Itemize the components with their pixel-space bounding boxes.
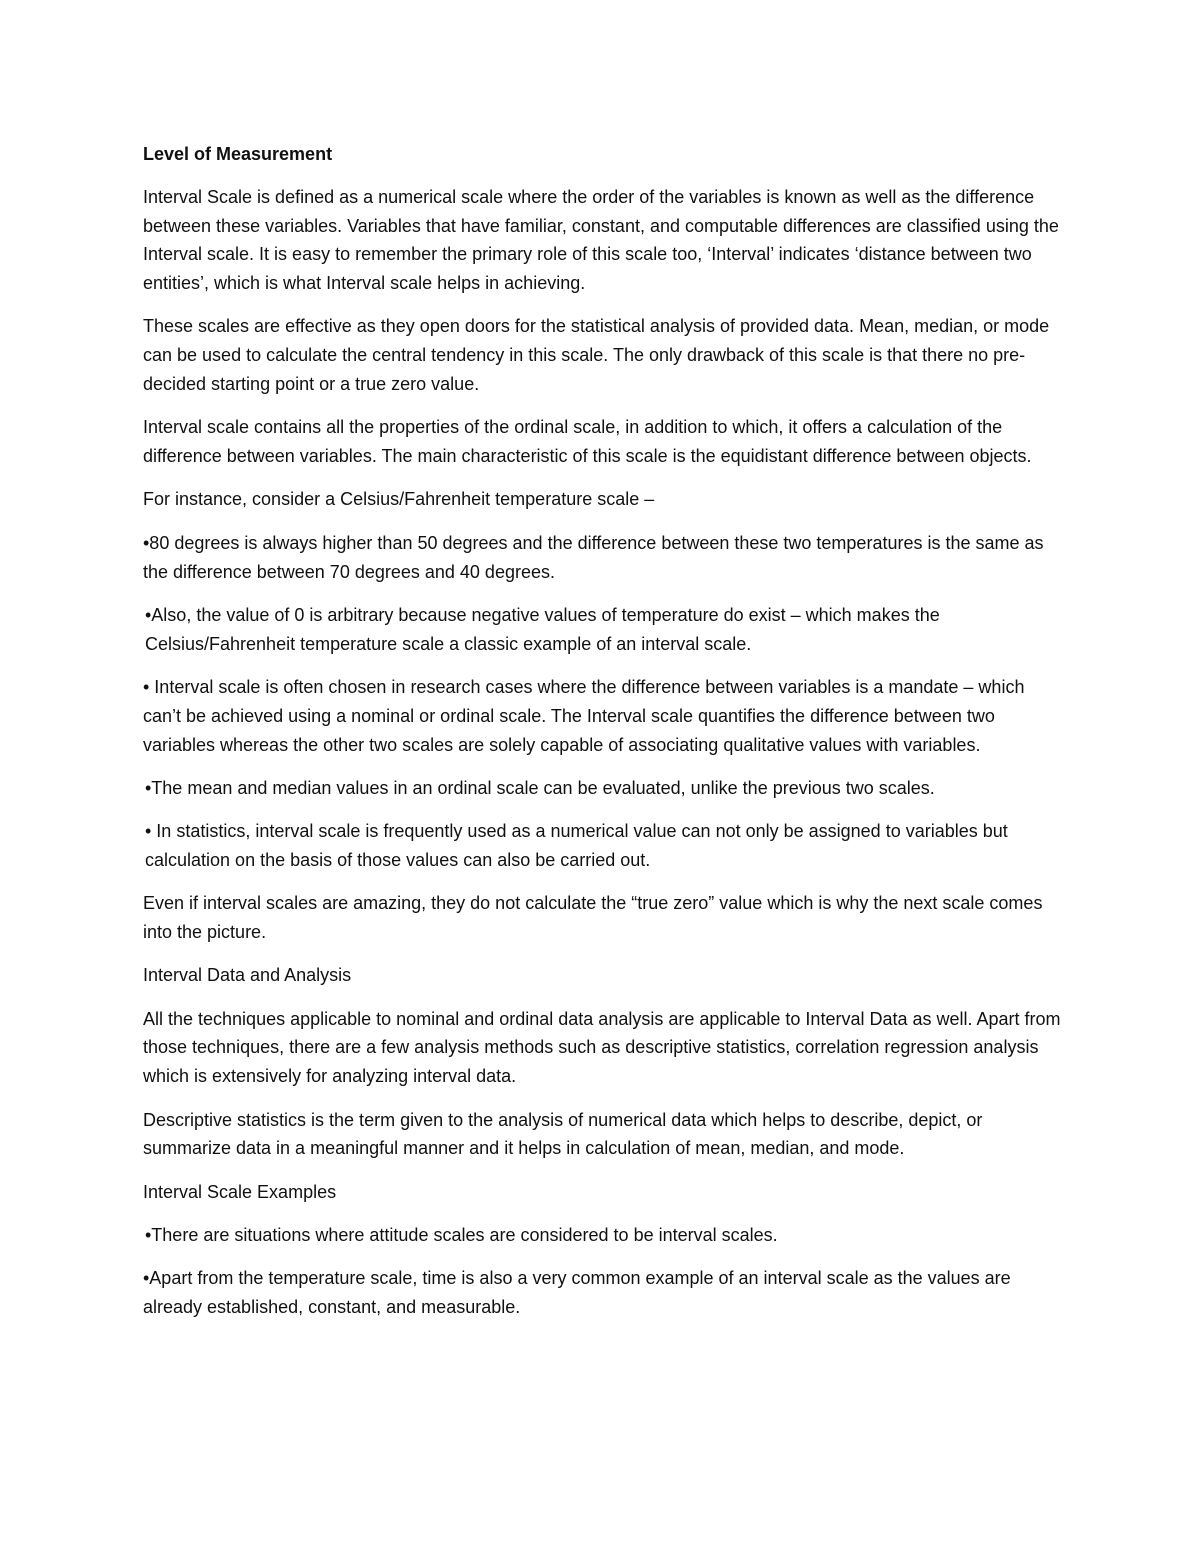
bullet-attitude-scales: •There are situations where attitude scales are considered to be interval scales. [145, 1224, 778, 1245]
bullet-temperature-difference: •80 degrees is always higher than 50 degrees and the difference between these two temperatures is the same as the difference between 70 degrees and 40 degrees. [143, 532, 1044, 582]
paragraph-interval-definition: Interval Scale is defined as a numerical scale where the order of the variables is known as well as the difference between these variables. Variables that have familiar, constant, and computable differences are classified using the Interval scale. It is easy to remember the primary role of this scale too, ‘Interval’ indicates ‘distance between two entities’, which is what Interval scale helps in achieving. [143, 186, 1059, 294]
section-title-data-analysis: Interval Data and Analysis [143, 965, 352, 986]
bullet-arbitrary-zero: •Also, the value of 0 is arbitrary because negative values of temperature do exist – which makes the Celsius/Fahrenheit temperature scale a classic example of an interval scale. [145, 604, 940, 654]
paragraph-analysis-techniques: All the techniques applicable to nominal and ordinal data analysis are applicable to Interval Data as well. Apart from those techniques, there are a few analysis methods such as descriptive statistics, correlation regression analysis which is extensively for analyzing interval data. [143, 1008, 1061, 1087]
paragraph-statistical-analysis: These scales are effective as they open doors for the statistical analysis of provided data. Mean, median, or mode can be used to calculate the central tendency in this scale. The only drawback of this scale is that there no pre-decided starting point or a true zero value. [143, 316, 1050, 395]
bullet-mean-median: •The mean and median values in an ordinal scale can be evaluated, unlike the previous two scales. [145, 777, 935, 798]
paragraph-temperature-intro: For instance, consider a Celsius/Fahrenheit temperature scale – [143, 489, 655, 510]
paragraph-ordinal-properties: Interval scale contains all the properties of the ordinal scale, in addition to which, it offers a calculation of the difference between variables. The main characteristic of this scale is the equidistant difference between objects. [143, 417, 1032, 467]
document-body [143, 140, 1063, 1336]
bullet-time-example: •Apart from the temperature scale, time is also a very common example of an interval scale as the values are already established, constant, and measurable. [143, 1268, 1011, 1317]
bullet-statistics-usage: • In statistics, interval scale is frequently used as a numerical value can not only be assigned to variables but calculation on the basis of those values can also be carried out. [145, 821, 1008, 870]
section-title-examples: Interval Scale Examples [143, 1181, 337, 1202]
bullet-research-cases: • Interval scale is often chosen in research cases where the difference between variables is a mandate – which can’t be achieved using a nominal or ordinal scale. The Interval scale quantifies the difference between two variables whereas the other two scales are solely capable of associating qualitative values with variables. [143, 676, 1025, 755]
document-title: Level of Measurement [143, 144, 333, 164]
paragraph-true-zero: Even if interval scales are amazing, they do not calculate the “true zero” value which is why the next scale comes into the picture. [143, 893, 1043, 943]
paragraph-descriptive-statistics: Descriptive statistics is the term given to the analysis of numerical data which helps to describe, depict, or summarize data in a meaningful manner and it helps in calculation of mean, median, and mode. [143, 1109, 983, 1159]
